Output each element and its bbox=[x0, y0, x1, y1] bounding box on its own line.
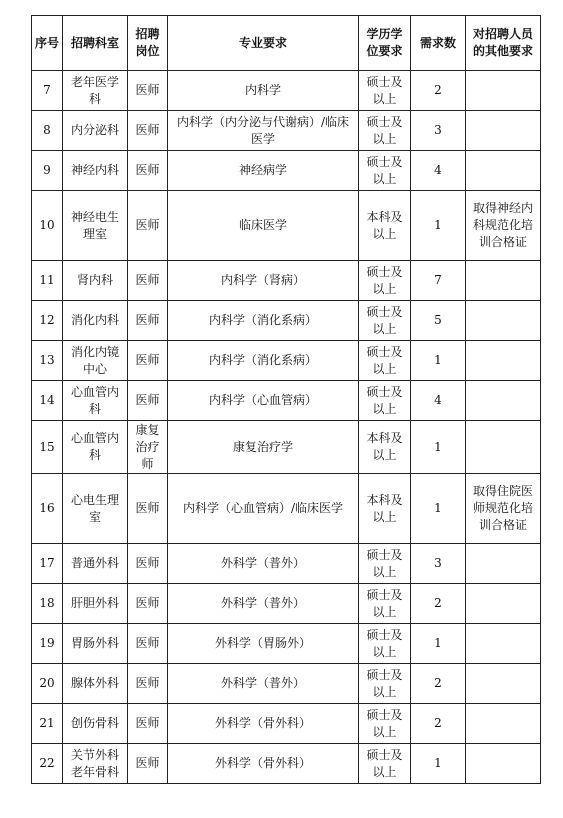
cell-edu: 硕士及以上 bbox=[359, 624, 411, 664]
table-row bbox=[32, 191, 541, 261]
cell-count: 1 bbox=[411, 341, 466, 381]
cell-no: 12 bbox=[32, 301, 63, 341]
cell-other bbox=[466, 71, 541, 111]
cell-post: 医师 bbox=[128, 341, 168, 381]
cell-other bbox=[466, 744, 541, 784]
cell-other bbox=[466, 111, 541, 151]
cell-no: 18 bbox=[32, 584, 63, 624]
cell-dept: 内分泌科 bbox=[63, 111, 128, 151]
cell-count: 1 bbox=[411, 624, 466, 664]
cell-edu: 硕士及以上 bbox=[359, 111, 411, 151]
cell-major: 内科学（心血管病）/临床医学 bbox=[168, 474, 359, 544]
cell-dept: 神经电生理室 bbox=[63, 191, 128, 261]
cell-count: 4 bbox=[411, 381, 466, 421]
cell-no: 13 bbox=[32, 341, 63, 381]
cell-dept: 消化内镜中心 bbox=[63, 341, 128, 381]
cell-other bbox=[466, 664, 541, 704]
cell-edu: 硕士及以上 bbox=[359, 261, 411, 301]
cell-post: 医师 bbox=[128, 111, 168, 151]
cell-major: 临床医学 bbox=[168, 191, 359, 261]
cell-no: 11 bbox=[32, 261, 63, 301]
cell-major: 外科学（普外） bbox=[168, 664, 359, 704]
cell-edu: 本科及以上 bbox=[359, 421, 411, 474]
cell-major: 内科学（肾病） bbox=[168, 261, 359, 301]
cell-count: 2 bbox=[411, 71, 466, 111]
cell-no: 19 bbox=[32, 624, 63, 664]
cell-edu: 硕士及以上 bbox=[359, 341, 411, 381]
cell-edu: 硕士及以上 bbox=[359, 71, 411, 111]
cell-no: 20 bbox=[32, 664, 63, 704]
cell-no: 9 bbox=[32, 151, 63, 191]
table-row bbox=[32, 664, 541, 704]
cell-other bbox=[466, 151, 541, 191]
cell-post: 医师 bbox=[128, 744, 168, 784]
table-row bbox=[32, 381, 541, 421]
table-row bbox=[32, 544, 541, 584]
cell-dept: 消化内科 bbox=[63, 301, 128, 341]
cell-major: 内科学 bbox=[168, 71, 359, 111]
header-edu: 学历学位要求 bbox=[359, 16, 411, 71]
cell-count: 7 bbox=[411, 261, 466, 301]
cell-edu: 硕士及以上 bbox=[359, 301, 411, 341]
cell-other bbox=[466, 301, 541, 341]
cell-no: 10 bbox=[32, 191, 63, 261]
cell-other bbox=[466, 381, 541, 421]
cell-count: 1 bbox=[411, 474, 466, 544]
cell-dept: 神经内科 bbox=[63, 151, 128, 191]
cell-dept: 创伤骨科 bbox=[63, 704, 128, 744]
cell-no: 8 bbox=[32, 111, 63, 151]
table-row bbox=[32, 704, 541, 744]
cell-dept: 肾内科 bbox=[63, 261, 128, 301]
cell-count: 1 bbox=[411, 191, 466, 261]
cell-count: 2 bbox=[411, 704, 466, 744]
cell-dept: 心血管内科 bbox=[63, 421, 128, 474]
cell-post: 医师 bbox=[128, 261, 168, 301]
cell-other bbox=[466, 704, 541, 744]
cell-post: 医师 bbox=[128, 151, 168, 191]
cell-edu: 硕士及以上 bbox=[359, 704, 411, 744]
table-row bbox=[32, 341, 541, 381]
table-row bbox=[32, 261, 541, 301]
cell-dept: 关节外科老年骨科 bbox=[63, 744, 128, 784]
cell-other bbox=[466, 584, 541, 624]
cell-post: 医师 bbox=[128, 71, 168, 111]
cell-major: 内科学（内分泌与代谢病）/临床医学 bbox=[168, 111, 359, 151]
header-major: 专业要求 bbox=[168, 16, 359, 71]
cell-other bbox=[466, 341, 541, 381]
cell-post: 医师 bbox=[128, 544, 168, 584]
cell-edu: 硕士及以上 bbox=[359, 544, 411, 584]
cell-count: 1 bbox=[411, 744, 466, 784]
cell-no: 21 bbox=[32, 704, 63, 744]
cell-post: 医师 bbox=[128, 474, 168, 544]
cell-dept: 胃肠外科 bbox=[63, 624, 128, 664]
cell-post: 医师 bbox=[128, 191, 168, 261]
cell-major: 外科学（胃肠外） bbox=[168, 624, 359, 664]
cell-major: 内科学（心血管病） bbox=[168, 381, 359, 421]
cell-dept: 腺体外科 bbox=[63, 664, 128, 704]
table-row bbox=[32, 301, 541, 341]
cell-no: 22 bbox=[32, 744, 63, 784]
cell-major: 内科学（消化系病） bbox=[168, 341, 359, 381]
cell-dept: 普通外科 bbox=[63, 544, 128, 584]
cell-major: 外科学（普外） bbox=[168, 544, 359, 584]
cell-post: 医师 bbox=[128, 624, 168, 664]
cell-no: 15 bbox=[32, 421, 63, 474]
table-row bbox=[32, 421, 541, 474]
cell-other bbox=[466, 624, 541, 664]
cell-edu: 硕士及以上 bbox=[359, 151, 411, 191]
header-count: 需求数 bbox=[411, 16, 466, 71]
cell-count: 3 bbox=[411, 111, 466, 151]
cell-post: 医师 bbox=[128, 664, 168, 704]
cell-major: 外科学（骨外科） bbox=[168, 704, 359, 744]
cell-no: 17 bbox=[32, 544, 63, 584]
cell-count: 2 bbox=[411, 584, 466, 624]
cell-other bbox=[466, 421, 541, 474]
cell-no: 7 bbox=[32, 71, 63, 111]
cell-other: 取得神经内科规范化培训合格证 bbox=[466, 191, 541, 261]
cell-dept: 肝胆外科 bbox=[63, 584, 128, 624]
table-row bbox=[32, 151, 541, 191]
header-dept: 招聘科室 bbox=[63, 16, 128, 71]
cell-dept: 老年医学科 bbox=[63, 71, 128, 111]
cell-major: 内科学（消化系病） bbox=[168, 301, 359, 341]
cell-major: 外科学（普外） bbox=[168, 584, 359, 624]
cell-post: 医师 bbox=[128, 301, 168, 341]
cell-major: 外科学（骨外科） bbox=[168, 744, 359, 784]
table-row bbox=[32, 584, 541, 624]
cell-other: 取得住院医师规范化培训合格证 bbox=[466, 474, 541, 544]
table-row bbox=[32, 474, 541, 544]
cell-edu: 本科及以上 bbox=[359, 191, 411, 261]
cell-count: 3 bbox=[411, 544, 466, 584]
cell-no: 16 bbox=[32, 474, 63, 544]
cell-post: 医师 bbox=[128, 381, 168, 421]
cell-count: 4 bbox=[411, 151, 466, 191]
header-no: 序号 bbox=[32, 16, 63, 71]
recruitment-table bbox=[31, 15, 541, 784]
cell-other bbox=[466, 261, 541, 301]
cell-major: 神经病学 bbox=[168, 151, 359, 191]
table-row bbox=[32, 744, 541, 784]
cell-other bbox=[466, 544, 541, 584]
cell-edu: 硕士及以上 bbox=[359, 744, 411, 784]
header-other: 对招聘人员的其他要求 bbox=[466, 16, 541, 71]
cell-post: 医师 bbox=[128, 704, 168, 744]
cell-edu: 硕士及以上 bbox=[359, 584, 411, 624]
cell-major: 康复治疗学 bbox=[168, 421, 359, 474]
header-row bbox=[32, 16, 541, 71]
cell-no: 14 bbox=[32, 381, 63, 421]
header-post: 招聘岗位 bbox=[128, 16, 168, 71]
cell-count: 5 bbox=[411, 301, 466, 341]
cell-edu: 本科及以上 bbox=[359, 474, 411, 544]
table-row bbox=[32, 71, 541, 111]
cell-dept: 心血管内科 bbox=[63, 381, 128, 421]
table-row bbox=[32, 111, 541, 151]
cell-dept: 心电生理室 bbox=[63, 474, 128, 544]
cell-post: 康复治疗师 bbox=[128, 421, 168, 474]
cell-edu: 硕士及以上 bbox=[359, 381, 411, 421]
cell-count: 1 bbox=[411, 421, 466, 474]
cell-edu: 硕士及以上 bbox=[359, 664, 411, 704]
cell-post: 医师 bbox=[128, 584, 168, 624]
table-row bbox=[32, 624, 541, 664]
cell-count: 2 bbox=[411, 664, 466, 704]
